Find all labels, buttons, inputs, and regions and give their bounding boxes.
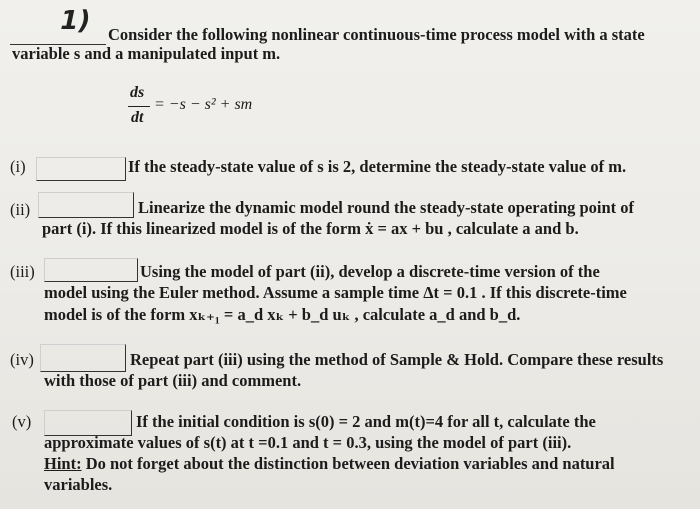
part-v-line-2: approximate values of s(t) at t =0.1 and t = 0.3, using the model of part (iii). [44,433,572,452]
hint-label: Hint: [44,454,82,473]
part-v-hint-line [44,454,615,474]
part-v-line-1: If the initial condition is s(0) = 2 and m(t)=4 for all t, calculate the [136,412,596,431]
part-ii-line-1: Linearize the dynamic model round the steady-state operating point of [138,198,635,217]
part-v-hint-line-2: variables. [44,475,113,494]
part-iii-answer-box [44,258,138,282]
part-iii-line-1: Using the model of part (ii), develop a discrete-time version of the [140,262,600,281]
part-ii-answer-box [38,192,134,218]
handwritten-problem-number: 1) [56,6,94,36]
part-iv-label: (iv) [10,350,34,369]
part-iii-line-2: model using the Euler method. Assume a sample time Δt = 0.1 . If this discrete-time [44,283,627,302]
intro-line-2: variable s and a manipulated input m. [12,44,281,63]
equation-fraction-bar [128,106,150,107]
part-iv-answer-box [40,344,126,372]
part-iii-line-3: model is of the form xₖ₊₁ = a_d xₖ + b_d uₖ , calculate a_d and b_d. [44,305,521,324]
part-iii-label: (iii) [10,262,35,281]
part-i-answer-box [36,157,126,181]
part-v-label: (v) [12,412,32,431]
part-ii-line-2: part (i). If this linearized model is of the form ẋ = ax + bu , calculate a and b. [42,219,579,238]
equation-rhs: = −s − s² + sm [154,96,253,113]
part-i-text: If the steady-state value of s is 2, determine the steady-state value of m. [128,157,627,176]
equation-numerator: ds [130,84,145,101]
part-iv-line-2: with those of part (iii) and comment. [44,371,302,390]
part-iv-line-1: Repeat part (iii) using the method of Sample & Hold. Compare these results [130,350,664,369]
part-ii-label: (ii) [10,200,31,219]
intro-line-1: Consider the following nonlinear continuous-time process model with a state [108,25,645,44]
hint-text: Do not forget about the distinction between deviation variables and natural [81,454,615,473]
equation-denominator: dt [131,109,144,126]
part-i-label: (i) [10,157,26,176]
